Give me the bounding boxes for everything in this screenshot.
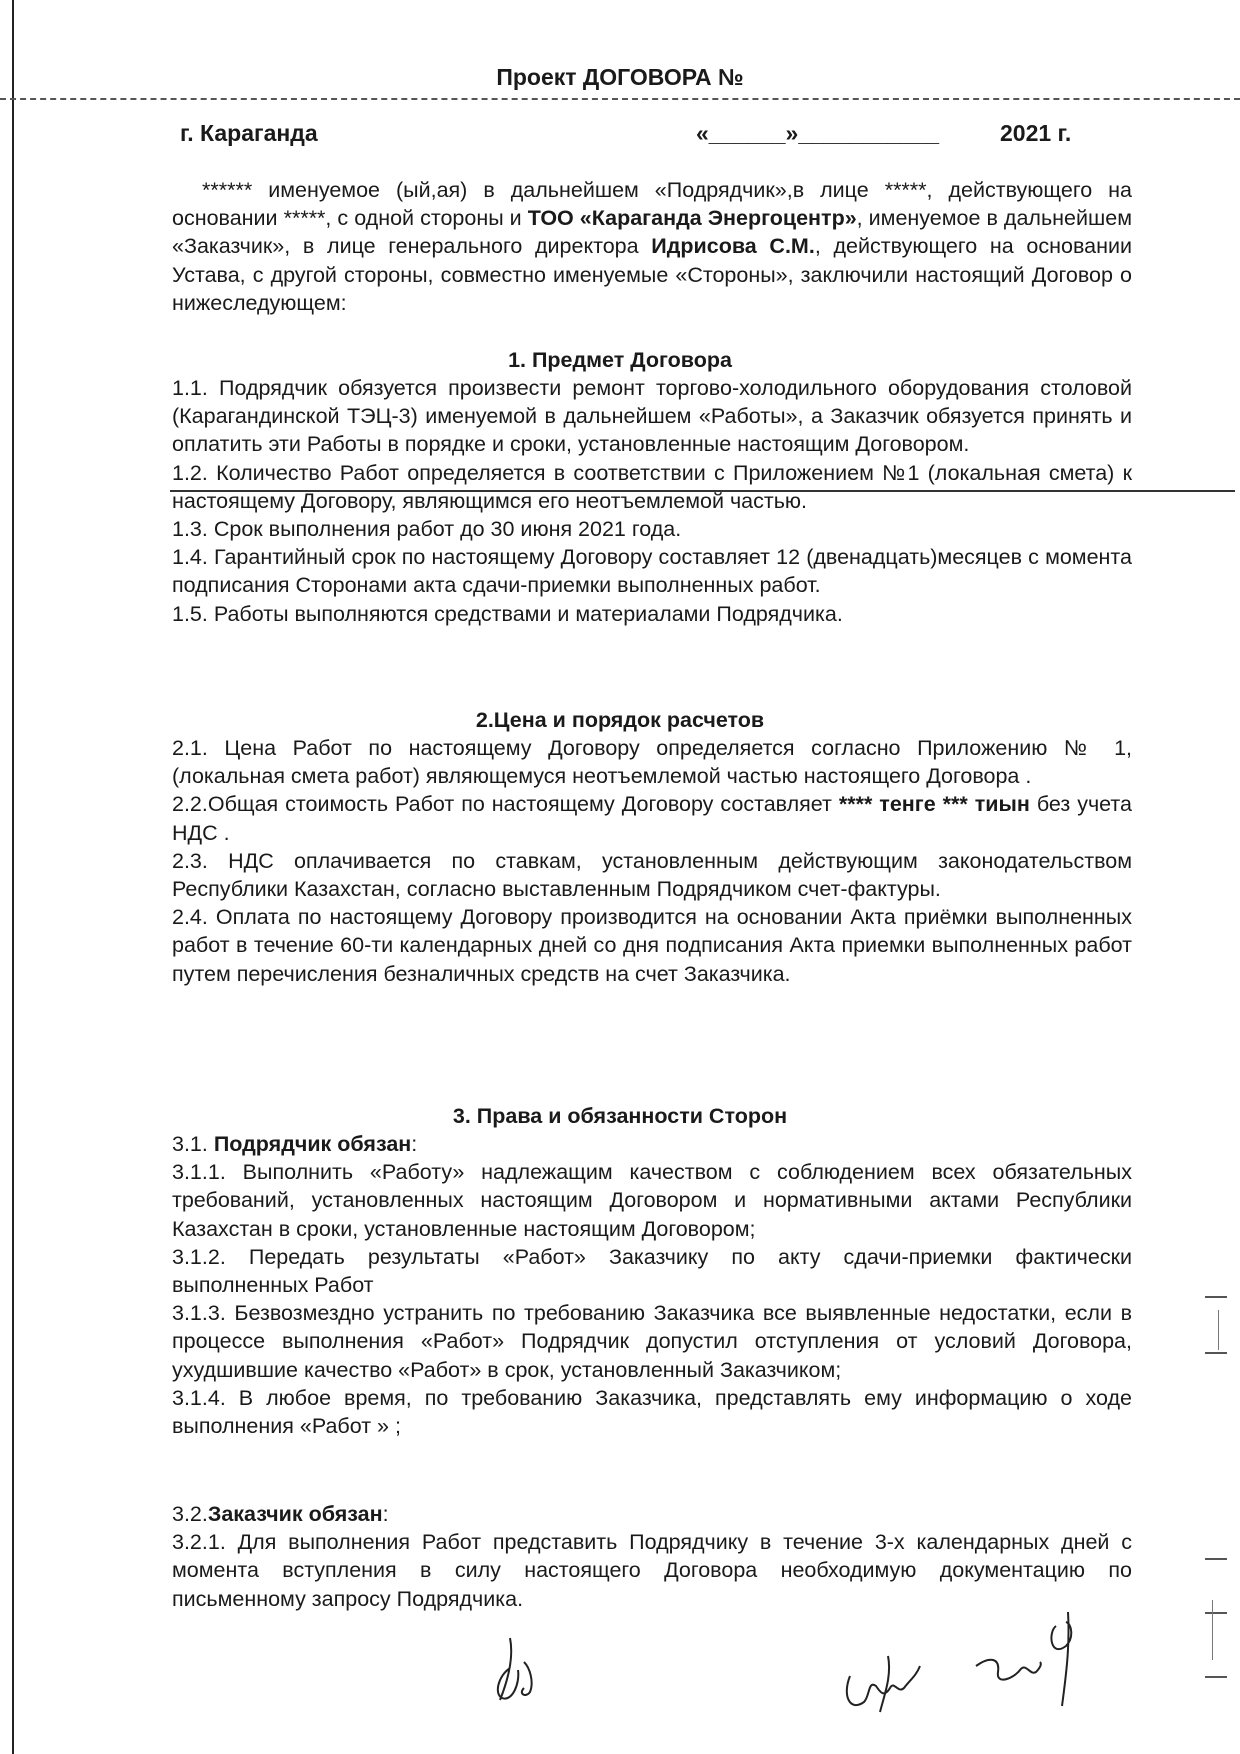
bold-text: Подрядчик обязан: [213, 1132, 412, 1156]
section-3-body: [172, 1130, 1132, 1440]
clause-paragraph: [172, 1130, 1132, 1158]
text-run: , действующего на основании Устава, с другой стороны, совместно именуемые «Стороны», заключили настоящий Договор о нижеследующем:: [172, 234, 1132, 315]
clause-paragraph: [172, 374, 1132, 459]
margin-mark: [1205, 1676, 1227, 1678]
section-1-body: [172, 374, 1132, 628]
text-run: 1.3. Срок выполнения работ до 30 июня 2021 года.: [172, 517, 682, 542]
text-run: 1.2. Количество Работ определяется в соответствии с Приложением №1 (локальная смета) к настоящему Договору, являющимся его неотъемлемой частью.: [172, 460, 1132, 513]
clause-paragraph: [172, 459, 1132, 515]
text-run: 3.1.4. В любое время, по требованию Заказчика, представлять ему информацию о ходе выполнения «Работ » ;: [172, 1385, 1132, 1439]
text-run: 3.1.2. Передать результаты «Работ» Заказчику по акту сдачи-приемки фактически выполненных Работ: [172, 1244, 1132, 1298]
city: г. Караганда: [180, 120, 318, 146]
clause-paragraph: [172, 1384, 1132, 1440]
section-2-body: [172, 734, 1132, 988]
section-1-heading: 1. Предмет Договора: [508, 348, 732, 372]
margin-mark: [1212, 1600, 1213, 1660]
year: 2021 г.: [1000, 120, 1072, 146]
clause-paragraph: [172, 734, 1132, 790]
clause-paragraph: [172, 515, 1132, 543]
margin-mark: [1205, 1612, 1227, 1614]
clause-paragraph: [172, 600, 1132, 628]
date-blank: «______»___________: [696, 120, 940, 146]
section-2-heading: 2.Цена и порядок расчетов: [475, 708, 765, 732]
text-run: 3.2.: [172, 1502, 208, 1526]
clause-paragraph: [172, 1299, 1132, 1384]
clause-paragraph: [172, 1243, 1132, 1299]
bold-text: Идрисова С.М.: [651, 234, 815, 259]
margin-mark: [1218, 1310, 1219, 1350]
clause-paragraph: [172, 1528, 1132, 1613]
scan-edge-line: [12, 0, 14, 1754]
text-run: 1.4. Гарантийный срок по настоящему Договору составляет 12 (двенадцать)месяцев с момента подписания Сторонами акта сдачи-приемки выполненных работ.: [172, 545, 1132, 598]
clause-paragraph: [172, 1158, 1132, 1243]
bold-text: Заказчик обязан: [207, 1502, 383, 1526]
text-run: 3.1.: [172, 1132, 214, 1156]
signature-middle: [840, 1636, 960, 1716]
text-run: 2.4. Оплата по настоящему Договору производится на основании Акта приёмки выполненных работ в течение 60-ти календарных дней со дня подписания Акта приемки выполненных работ путем перечисления безналичных средств на счет Заказчика.: [172, 905, 1132, 986]
text-run: :: [382, 1502, 389, 1526]
text-run: 1.1. Подрядчик обязуется произвести ремонт торгово-холодильного оборудования столовой (Карагандинской ТЭЦ-3) именуемой в дальнейшем «Работы», а Заказчик обязуется принять и оплатить эти Работы в порядке и сроки, установленные настоящим Договором.: [172, 376, 1132, 457]
preamble: [172, 176, 1132, 317]
signature-right: [970, 1606, 1100, 1716]
clause-paragraph: [172, 903, 1132, 988]
text-run: , именуемое в дальнейшем «Заказчик», в лице генерального директора: [172, 206, 1133, 259]
bold-text: **** тенге *** тиын: [838, 792, 1030, 817]
clause-paragraph: [172, 790, 1132, 846]
text-run: 3.1.3. Безвозмездно устранить по требованию Заказчика все выявленные недостатки, если в процессе выполнения «Работ» Подрядчик допустил отступления от условий Договора, ухудшившие качество «Работ» в срок, установленный Заказчиком;: [172, 1301, 1132, 1382]
scan-dashed-line: [0, 98, 1240, 100]
city-date-line: [180, 120, 1080, 150]
bold-text: ТОО «Караганда Энергоцентр»: [527, 206, 857, 231]
clause-paragraph: [172, 847, 1132, 903]
text-run: 2.1. Цена Работ по настоящему Договору определяется согласно Приложению № 1, (локальная смета работ) являющемуся неотъемлемой частью настоящего Договора .: [172, 736, 1132, 789]
text-run: 2.3. НДС оплачивается по ставкам, установленным действующим законодательством Республики Казахстан, согласно выставленным Подрядчиком счет-фактуры.: [172, 848, 1132, 902]
text-run: :: [411, 1132, 418, 1156]
text-run: без учета НДС .: [172, 792, 1132, 845]
document-title: Проект ДОГОВОРА №: [496, 64, 744, 90]
preamble-paragraph: [172, 176, 1132, 317]
text-run: ****** именуемое (ый,ая) в дальнейшем «Подрядчик»,в лице *****, действующего на основании *****, с одной стороны и: [172, 178, 1132, 231]
margin-mark: [1205, 1352, 1227, 1354]
text-run: 3.1.1. Выполнить «Работу» надлежащим качеством с соблюдением всех обязательных требований, установленных настоящим Договором и нормативными актами Республики Казахстан в сроки, установленные настоящим Договором;: [172, 1160, 1132, 1241]
margin-mark: [1205, 1558, 1227, 1560]
text-run: 1.5. Работы выполняются средствами и материалами Подрядчика.: [172, 601, 843, 626]
signature-left: [480, 1628, 560, 1710]
text-run: 3.2.1. Для выполнения Работ представить Подрядчику в течение 3-х календарных дней с момента вступления в силу настоящего Договора необходимую документацию по письменному запросу Подрядчика.: [172, 1530, 1132, 1611]
clause-paragraph: [172, 543, 1132, 599]
section-3-2-body: [172, 1500, 1132, 1613]
clause-paragraph: [172, 1500, 1132, 1528]
margin-mark: [1205, 1296, 1227, 1298]
section-3-heading: 3. Права и обязанности Сторон: [452, 1104, 788, 1128]
text-run: 2.2.Общая стоимость Работ по настоящему Договору составляет: [172, 792, 839, 817]
